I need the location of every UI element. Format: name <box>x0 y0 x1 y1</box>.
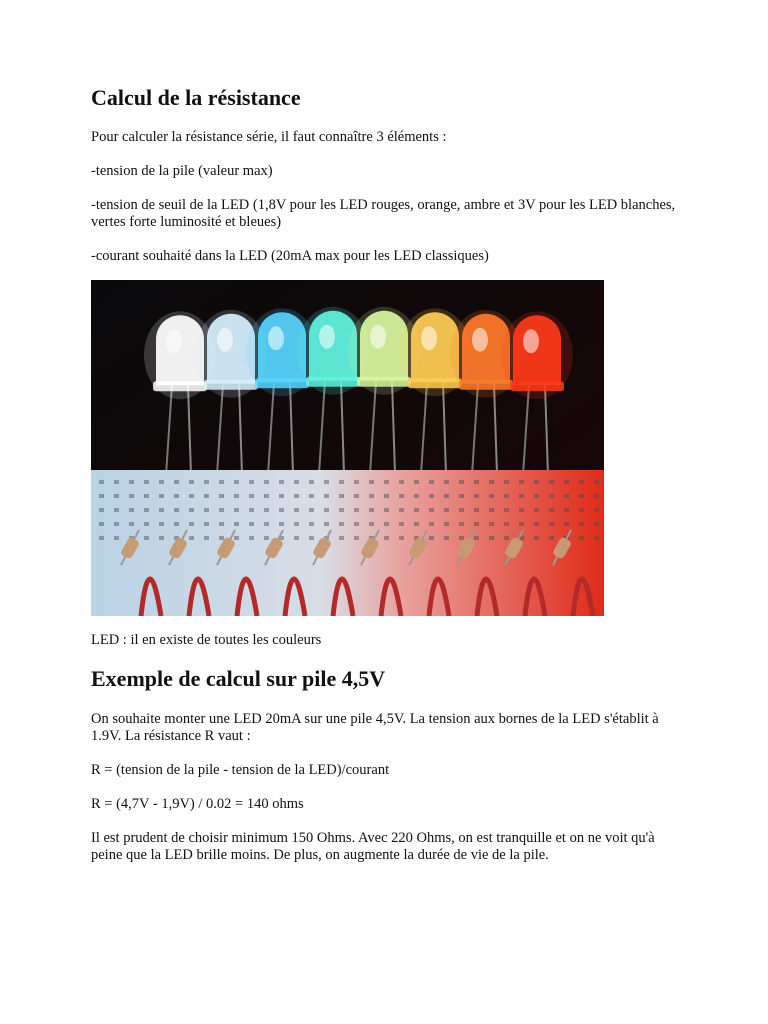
conclusion-paragraph: Il est prudent de choisir minimum 150 Ohms. Avec 220 Ohms, on est tranquille et on ne voit qu'à peine que la LED brille moins. De plus, on augmente la durée de vie de la pile. <box>91 830 655 863</box>
list-item-courant: -courant souhaité dans la LED (20mA max pour les LED classiques) <box>91 248 489 264</box>
heading-exemple-calcul: Exemple de calcul sur pile 4,5V <box>91 666 386 691</box>
document-content <box>91 82 681 864</box>
formula-numeric: R = (4,7V - 1,9V) / 0.02 = 140 ohms <box>91 796 304 812</box>
led-8 <box>513 315 561 385</box>
formula-general: R = (tension de la pile - tension de la LED)/courant <box>91 762 390 778</box>
example-paragraph: On souhaite monter une LED 20mA sur une pile 4,5V. La tension aux bornes de la LED s'établit à 1.9V. La résistance R vaut : <box>91 711 659 744</box>
list-item-tension-pile: -tension de la pile (valeur max) <box>91 163 273 179</box>
image-caption: LED : il en existe de toutes les couleurs <box>91 632 322 648</box>
heading-calcul-resistance: Calcul de la résistance <box>91 85 301 110</box>
list-item-tension-seuil: -tension de seuil de la LED (1,8V pour les LED rouges, orange, ambre et 3V pour les LED blanches, vertes forte luminosité et bleues) <box>91 197 676 230</box>
led-photo <box>91 280 604 616</box>
intro-paragraph: Pour calculer la résistance série, il faut connaître 3 éléments : <box>91 129 447 145</box>
